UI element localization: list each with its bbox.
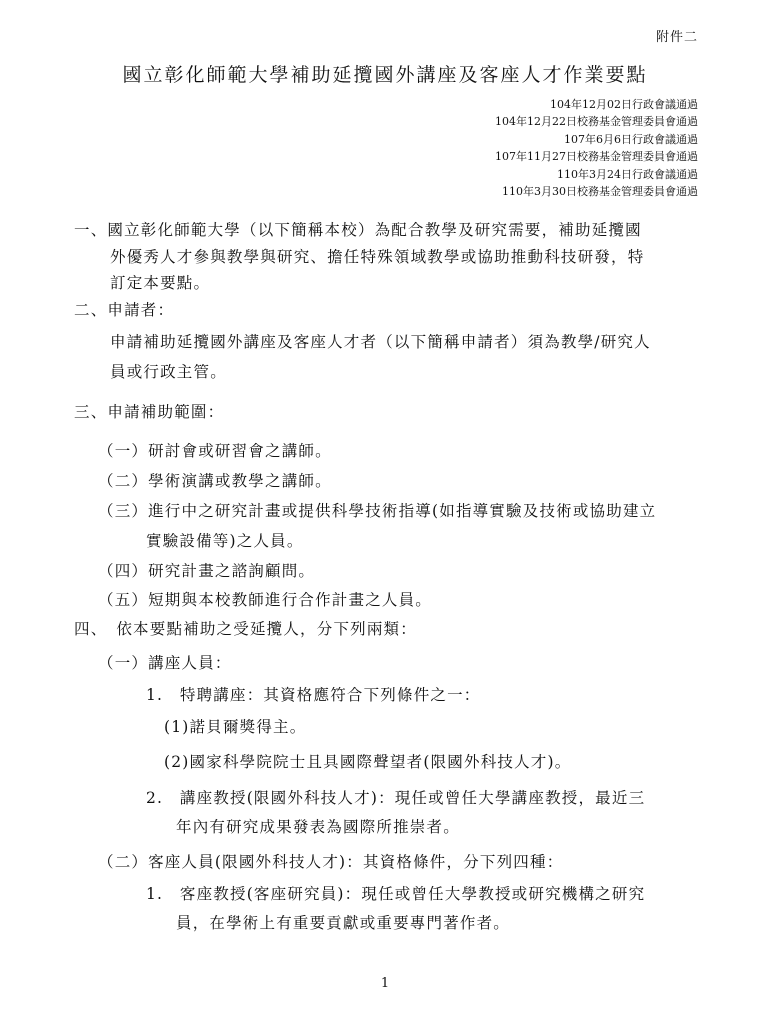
- visiting-item-1-line-2: 員，在學術上有重要貢獻或重要專門著作者。: [176, 914, 511, 932]
- section-3-item-3-line-2: 實驗設備等)之人員。: [146, 532, 304, 550]
- section-2-line-1: 申請補助延攬國外講座及客座人才者（以下簡稱申請者）須為教學/研究人: [110, 333, 651, 351]
- section-1-line-3: 訂定本要點。: [110, 274, 211, 292]
- lecturer-sub-item-1: (1)諾貝爾獎得主。: [164, 718, 307, 736]
- section-1-line-2: 外優秀人才參與教學與研究、擔任特殊領域教學或協助推動科技研發，特: [110, 248, 645, 266]
- section-4-category-2: （二）客座人員(限國外科技人才)：其資格條件，分下列四種：: [98, 853, 564, 871]
- section-3-item-2: （二）學術演講或教學之講師。: [98, 472, 332, 490]
- attachment-label: 附件二: [655, 30, 698, 45]
- section-4-heading: 四、 依本要點補助之受延攬人，分下列兩類：: [74, 620, 417, 638]
- section-3-item-1: （一）研討會或研習會之講師。: [98, 442, 332, 460]
- section-3-heading: 三、申請補助範圍：: [74, 403, 225, 421]
- section-2-heading: 二、申請者：: [74, 301, 175, 319]
- page-number: 1: [380, 976, 390, 991]
- approval-history: [495, 96, 698, 200]
- section-3-item-5: （五）短期與本校教師進行合作計畫之人員。: [98, 591, 433, 609]
- approval-line: 107年11月27日校務基金管理委員會通過: [495, 150, 698, 164]
- section-3-item-4: （四）研究計畫之諮詢顧問。: [98, 562, 316, 580]
- approval-line: 110年3月30日校務基金管理委員會通過: [502, 185, 698, 199]
- approval-line: 104年12月22日校務基金管理委員會通過: [495, 115, 698, 129]
- section-3-item-3-line-1: （三）進行中之研究計畫或提供科學技術指導(如指導實驗及技術或協助建立: [98, 502, 657, 520]
- document-title: 國立彰化師範大學補助延攬國外講座及客座人才作業要點: [122, 64, 648, 86]
- lecturer-item-1: 1. 特聘講座：其資格應符合下列條件之一：: [146, 686, 481, 704]
- section-2-line-2: 員或行政主管。: [110, 363, 227, 381]
- visiting-item-1-line-1: 1. 客座教授(客座研究員)：現任或曾任大學教授或研究機構之研究: [146, 885, 646, 903]
- approval-line: 110年3月24日行政會議通過: [557, 167, 698, 181]
- section-1-line-1: 一、國立彰化師範大學（以下簡稱本校）為配合教學及研究需要，補助延攬國: [74, 221, 642, 239]
- lecturer-item-2-line-2: 年內有研究成果發表為國際所推崇者。: [176, 818, 460, 836]
- approval-line: 107年6月6日行政會議通過: [564, 132, 698, 146]
- lecturer-sub-item-2: (2)國家科學院院士且具國際聲望者(限國外科技人才)。: [164, 753, 572, 771]
- lecturer-item-2-line-1: 2. 講座教授(限國外科技人才)：現任或曾任大學講座教授，最近三: [146, 789, 646, 807]
- section-4-category-1: （一）講座人員：: [98, 654, 232, 672]
- approval-line: 104年12月02日行政會議通過: [550, 98, 698, 111]
